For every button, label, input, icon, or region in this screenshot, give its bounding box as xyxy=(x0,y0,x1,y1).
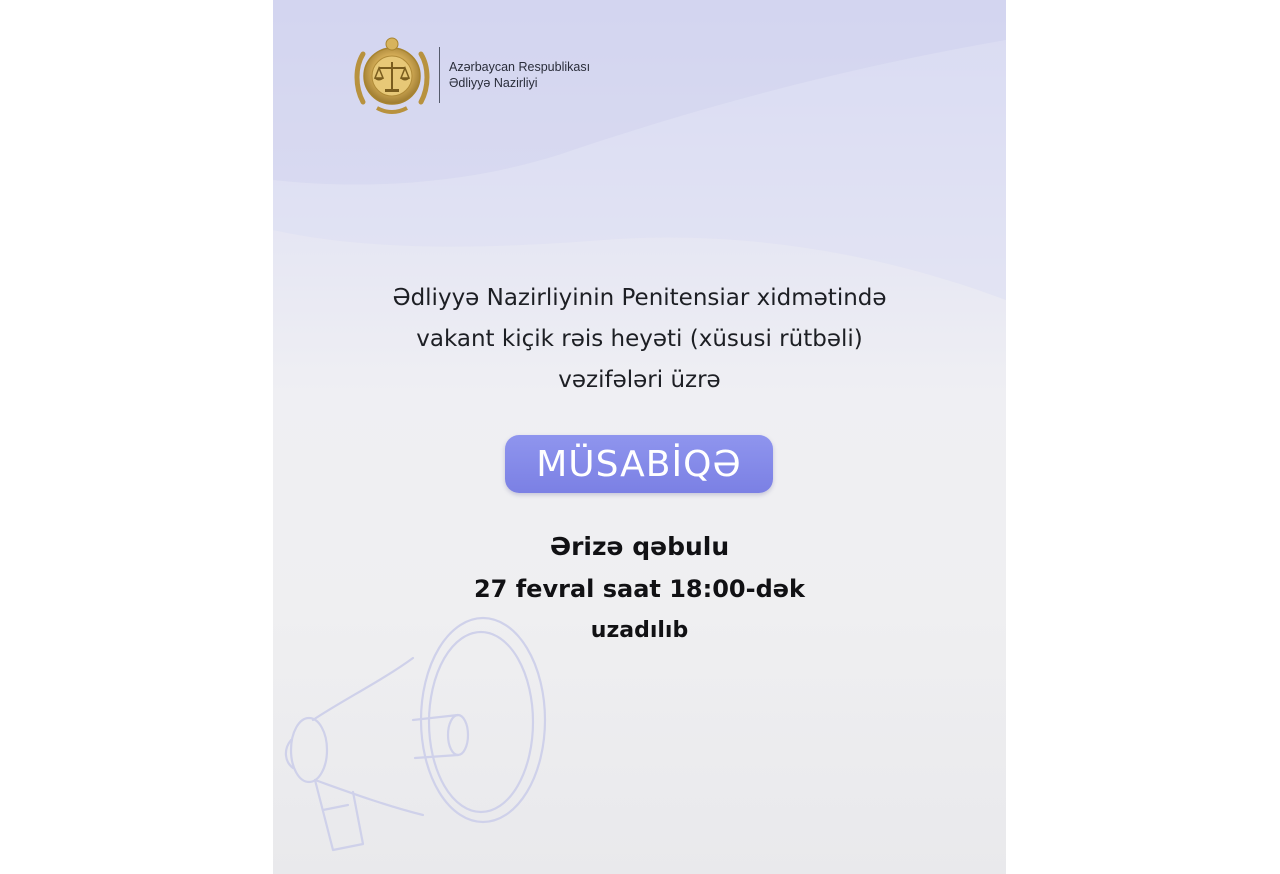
logo-text xyxy=(449,59,590,91)
headline-line-1: Ədliyyə Nazirliyinin Penitensiar xidmətində xyxy=(392,285,887,311)
logo-country: Azərbaycan Respublikası xyxy=(449,60,591,74)
logo-ministry: Ədliyyə Nazirliyi xyxy=(449,76,538,90)
announcement-headline xyxy=(273,278,1006,401)
megaphone-icon xyxy=(273,600,573,874)
headline-line-2: vakant kiçik rəis heyəti (xüsusi rütbəli) xyxy=(416,326,863,352)
info-title: Ərizə qəbulu xyxy=(549,532,730,561)
headline-line-3: vəzifələri üzrə xyxy=(558,367,721,393)
ministry-logo xyxy=(353,32,590,118)
info-deadline: 27 fevral saat 18:00-dək xyxy=(473,575,805,603)
announcement-card xyxy=(273,0,1006,874)
logo-divider xyxy=(439,47,440,103)
ministry-emblem-icon xyxy=(353,32,431,118)
info-status: uzadılıb xyxy=(590,618,689,643)
contest-badge: MÜSABİQƏ xyxy=(505,435,773,493)
